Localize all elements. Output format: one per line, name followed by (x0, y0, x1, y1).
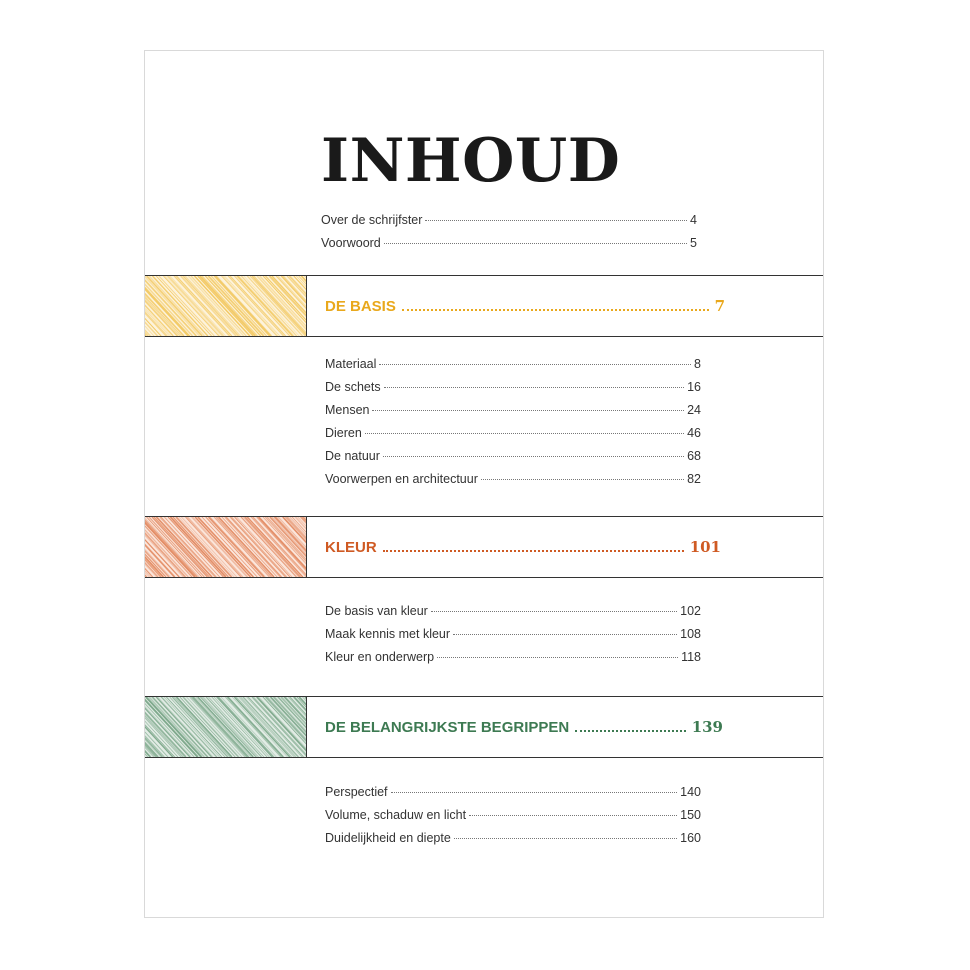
dot-leader (383, 550, 684, 552)
dot-leader (365, 433, 684, 434)
toc-entry-page: 108 (680, 627, 701, 641)
toc-entry-label: Over de schrijfster (321, 213, 423, 227)
toc-entry-page: 140 (680, 785, 701, 799)
dot-leader (575, 730, 685, 732)
toc-entry-label: Kleur en onderwerp (325, 650, 435, 664)
pencil-hatch-swatch-green (145, 697, 307, 757)
toc-entry[interactable] (325, 627, 701, 650)
section-header-begrippen[interactable] (145, 696, 823, 758)
toc-entry[interactable] (325, 808, 701, 831)
dot-leader (391, 792, 678, 793)
dot-leader (481, 479, 684, 480)
section-list-begrippen (325, 785, 701, 854)
toc-entry-label: Dieren (325, 426, 362, 440)
toc-entry-label: Duidelijkheid en diepte (325, 831, 451, 845)
pencil-hatch-swatch-orange (145, 517, 307, 577)
section-label: DE BASIS (325, 297, 396, 315)
dot-leader (402, 309, 709, 311)
toc-entry[interactable] (325, 449, 701, 472)
toc-entry-label: Volume, schaduw en licht (325, 808, 467, 822)
toc-entry-page: 82 (687, 472, 701, 486)
section-list-kleur (325, 604, 701, 673)
dot-leader (384, 387, 685, 388)
toc-entry[interactable] (325, 403, 701, 426)
toc-entry[interactable] (325, 472, 701, 495)
intro-list (321, 213, 697, 259)
toc-entry-page: 4 (690, 213, 697, 227)
toc-entry-label: De basis van kleur (325, 604, 428, 618)
toc-entry[interactable] (321, 236, 697, 259)
toc-entry-page: 24 (687, 403, 701, 417)
dot-leader (431, 611, 677, 612)
section-page: 101 (689, 538, 721, 556)
section-title (325, 697, 723, 757)
toc-entry-label: Voorwoord (321, 236, 381, 250)
dot-leader (437, 657, 678, 658)
toc-entry-label: De natuur (325, 449, 380, 463)
toc-entry-label: De schets (325, 380, 381, 394)
section-page: 139 (691, 718, 723, 736)
toc-entry[interactable] (325, 604, 701, 627)
dot-leader (454, 838, 677, 839)
toc-entry[interactable] (325, 426, 701, 449)
toc-entry[interactable] (325, 357, 701, 380)
dot-leader (372, 410, 684, 411)
toc-entry[interactable] (325, 650, 701, 673)
dot-leader (379, 364, 691, 365)
section-label: KLEUR (325, 538, 377, 556)
toc-entry[interactable] (325, 831, 701, 854)
section-title (325, 517, 721, 577)
toc-entry-page: 8 (694, 357, 701, 371)
toc-entry-page: 16 (687, 380, 701, 394)
toc-entry-label: Voorwerpen en architectuur (325, 472, 478, 486)
dot-leader (384, 243, 687, 244)
toc-entry[interactable] (325, 380, 701, 403)
toc-entry-page: 118 (681, 650, 701, 664)
toc-entry[interactable] (325, 785, 701, 808)
dot-leader (453, 634, 677, 635)
section-header-de-basis[interactable] (145, 275, 823, 337)
toc-entry-label: Maak kennis met kleur (325, 627, 451, 641)
toc-entry-label: Perspectief (325, 785, 388, 799)
toc-page (144, 50, 824, 918)
section-page: 7 (714, 297, 725, 315)
toc-entry-label: Mensen (325, 403, 370, 417)
toc-entry-page: 68 (687, 449, 701, 463)
section-header-kleur[interactable] (145, 516, 823, 578)
toc-entry[interactable] (321, 213, 697, 236)
toc-entry-label: Materiaal (325, 357, 377, 371)
dot-leader (469, 815, 677, 816)
dot-leader (383, 456, 684, 457)
section-title (325, 276, 725, 336)
toc-entry-page: 46 (687, 426, 701, 440)
pencil-hatch-swatch-yellow (145, 276, 307, 336)
toc-entry-page: 102 (680, 604, 701, 618)
section-list-de-basis (325, 357, 701, 495)
dot-leader (425, 220, 687, 221)
toc-entry-page: 160 (680, 831, 701, 845)
toc-entry-page: 150 (680, 808, 701, 822)
toc-entry-page: 5 (690, 236, 697, 250)
page-title: INHOUD (321, 126, 621, 196)
section-label: DE BELANGRIJKSTE BEGRIPPEN (325, 718, 570, 736)
